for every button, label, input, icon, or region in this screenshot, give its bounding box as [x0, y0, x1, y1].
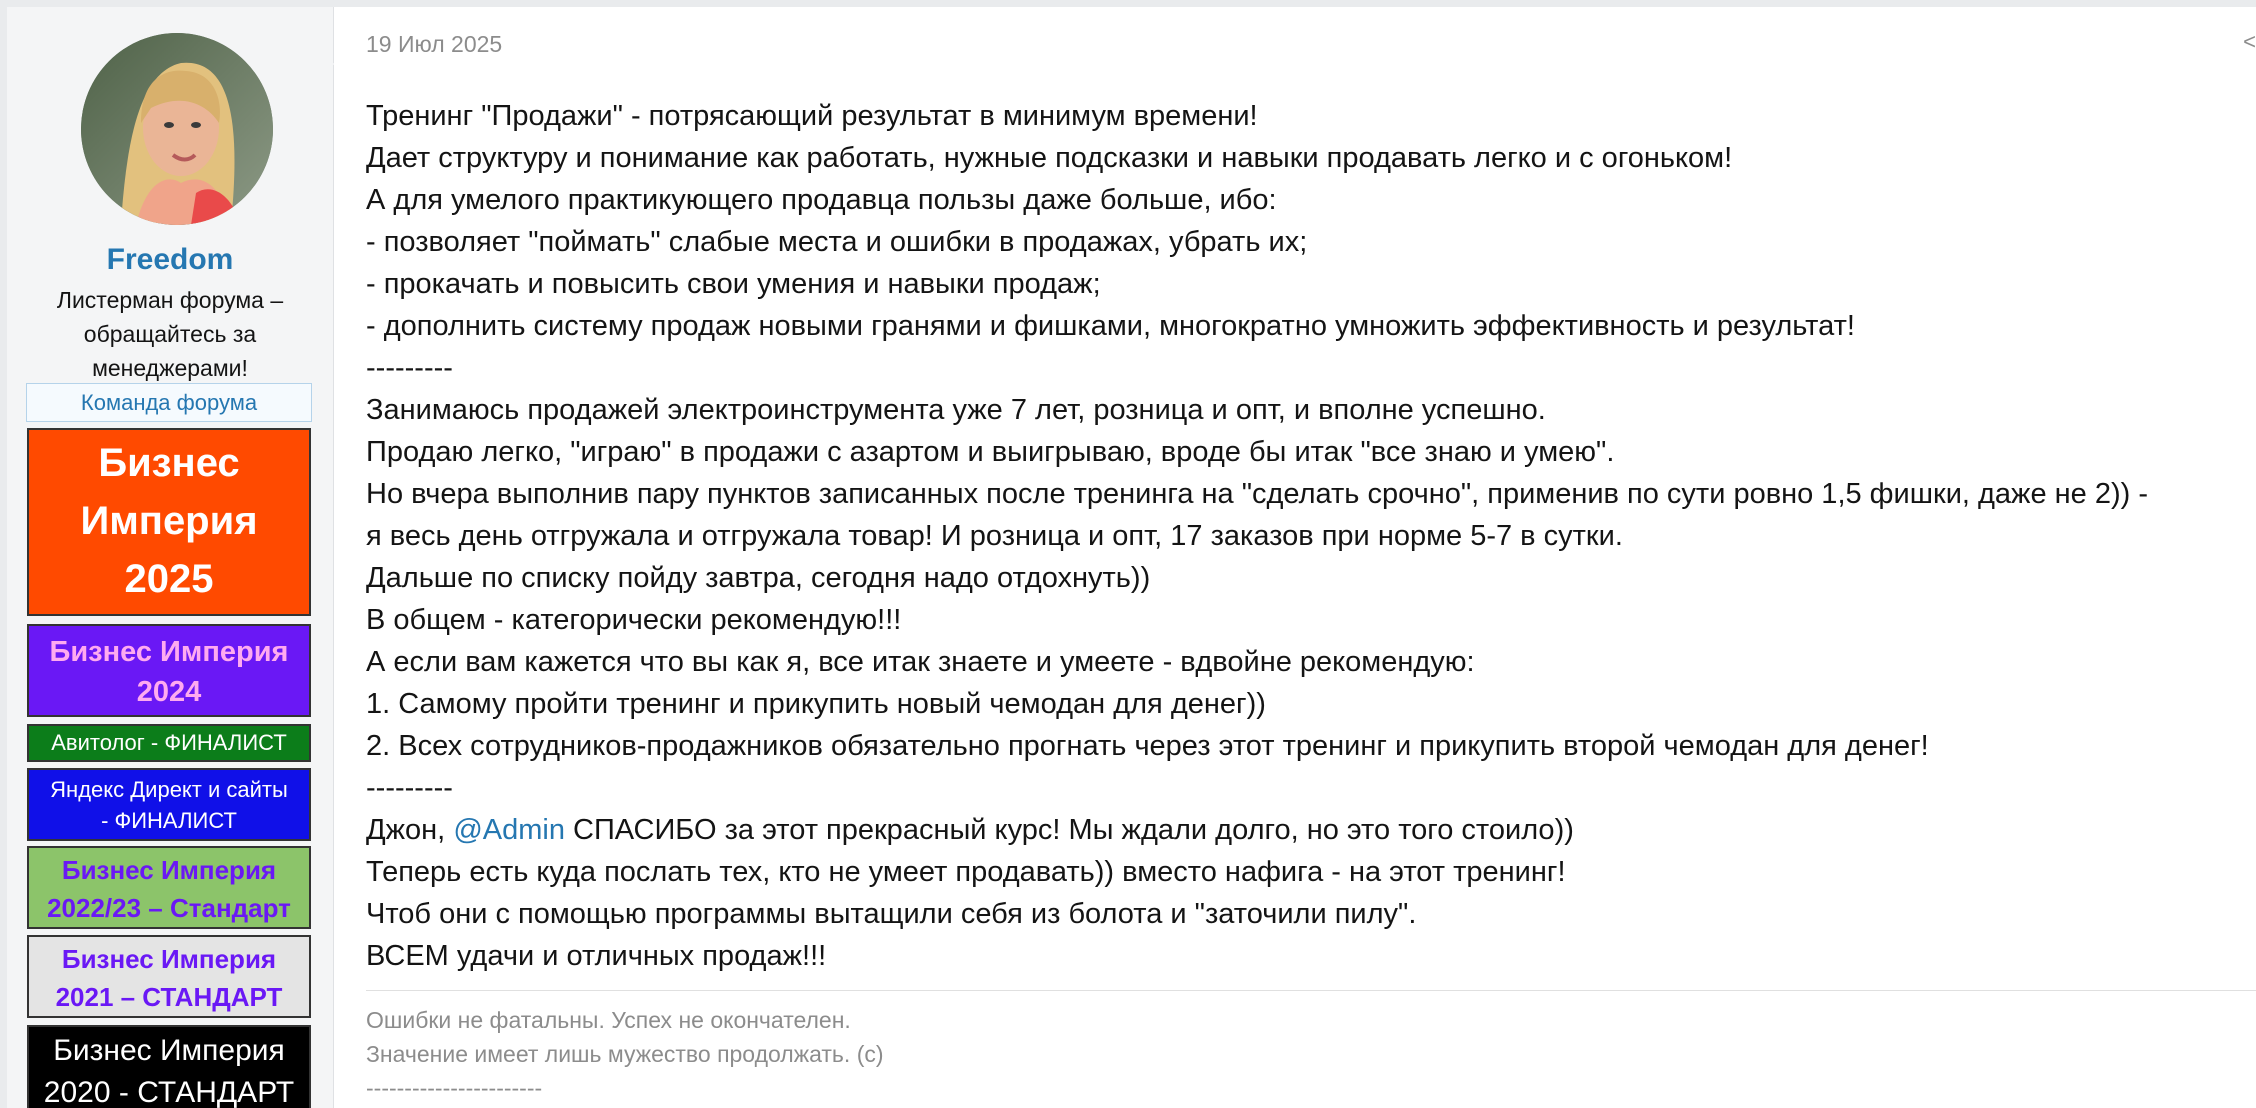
banner-line: 2020 - СТАНДАРТ: [43, 1076, 295, 1108]
post-line-with-mention: [366, 809, 2246, 851]
signature-line: Значение имеет лишь мужество продолжать. (с): [366, 1041, 884, 1067]
post-line: А для умелого практикующего продавца пользы даже больше, ибо:: [366, 184, 1277, 216]
post-line: я весь день отгружала и отгружала товар! И розница и опт, 17 заказов при норме 5-7 в сутки.: [366, 520, 1623, 552]
post-content: [334, 7, 2256, 1108]
post-date[interactable]: 19 Июл 2025: [366, 31, 503, 57]
signature: [366, 1003, 884, 1105]
post-line: Дает структуру и понимание как работать, нужные подсказки и навыки продавать легко и с огоньком!: [366, 142, 1733, 174]
banner-line: Бизнес Империя: [61, 944, 277, 974]
avatar-image: [81, 33, 273, 225]
team-badge: Команда форума: [26, 383, 312, 422]
banner-line: 2025: [124, 557, 214, 601]
post-line: 2. Всех сотрудников-продажников обязательно прогнать через этот тренинг и прикупить второй чемодан для денег!: [366, 730, 1929, 762]
post-line: - дополнить систему продаж новыми гранями и фишками, многократно умножить эффективность и результат!: [366, 310, 1855, 342]
post-line: - позволяет "поймать" слабые места и ошибки в продажах, убрать их;: [366, 226, 1308, 258]
banner-biznes-imperiya-2024: [27, 624, 311, 717]
mention-prefix: Джон,: [366, 814, 454, 846]
sidebar-pointer-arrow: [333, 52, 345, 76]
post-line: Тренинг "Продажи" - потрясающий результат в минимум времени!: [366, 100, 1258, 132]
post-line: В общем - категорически рекомендую!!!: [366, 604, 902, 636]
post-line: Занимаюсь продажей электроинструмента уже 7 лет, розница и опт, и вполне успешно.: [366, 394, 1546, 426]
signature-line: -----------------------: [366, 1075, 543, 1101]
share-icon[interactable]: <: [2243, 29, 2256, 54]
banner-line: Авитолог - ФИНАЛИСТ: [51, 730, 287, 755]
author-username[interactable]: Freedom: [106, 243, 234, 276]
post-line: - прокачать и повысить свои умения и навыки продаж;: [366, 268, 1101, 300]
author-sidebar: [7, 7, 334, 1108]
banner-yandex-direct-finalist: [27, 768, 311, 841]
banner-line: 2021 – СТАНДАРТ: [55, 982, 283, 1012]
post-line: 1. Самому пройти тренинг и прикупить новый чемодан для денег)): [366, 688, 1266, 720]
banner-line: Бизнес Империя: [61, 855, 277, 885]
banner-biznes-imperiya-2025: [27, 428, 311, 616]
banner-biznes-imperiya-2021: [27, 935, 311, 1018]
banner-biznes-imperiya-2022-23: [27, 846, 311, 929]
banner-line: Бизнес Империя: [53, 1034, 285, 1067]
signature-divider: [366, 990, 2256, 991]
post-line: Дальше по списку пойду завтра, сегодня надо отдохнуть)): [366, 562, 1151, 594]
post-line: ---------: [366, 352, 453, 384]
post-line: А если вам кажется что вы как я, все итак знаете и умеете - вдвойне рекомендую:: [366, 646, 1475, 678]
banner-line: 2024: [136, 676, 202, 708]
banner-line: 2022/23 – Стандарт: [47, 893, 291, 923]
banner-line: - ФИНАЛИСТ: [101, 808, 237, 833]
admin-mention-link[interactable]: @Admin: [453, 814, 565, 846]
banner-line: Бизнес Империя: [49, 636, 289, 668]
post-line: Чтоб они с помощью программы вытащили себя из болота и "заточили пилу".: [366, 898, 1417, 930]
avatar[interactable]: [81, 33, 273, 225]
post-line: Теперь есть куда послать тех, кто не умеет продавать)) вместо нафига - на этот тренинг!: [366, 856, 1566, 888]
banner-line: Империя: [80, 499, 258, 543]
signature-line: Ошибки не фатальны. Успех не окончателен.: [366, 1007, 851, 1033]
mention-suffix: СПАСИБО за этот прекрасный курс! Мы ждали долго, но это того стоило)): [564, 814, 1574, 846]
post-line: Но вчера выполнив пару пунктов записанных после тренинга на "сделать срочно", применив по сути ровно 1,5 фишки, даже не 2)) -: [366, 478, 2148, 510]
post-line: ВСЕМ удачи и отличных продаж!!!: [366, 940, 827, 972]
banner-line: Яндекс Директ и сайты: [50, 777, 288, 802]
banner-avitolog-finalist: [27, 724, 311, 762]
post-body: [366, 95, 2246, 977]
post-line: ---------: [366, 772, 453, 804]
banner-biznes-imperiya-2020: [27, 1025, 311, 1108]
banner-line: Бизнес: [98, 441, 240, 485]
post-line: Продаю легко, "играю" в продажи с азартом и выигрываю, вроде бы итак "все знаю и умею".: [366, 436, 1615, 468]
author-user-title: Листерман форума – обращайтесь за менеджерами!: [56, 287, 284, 381]
